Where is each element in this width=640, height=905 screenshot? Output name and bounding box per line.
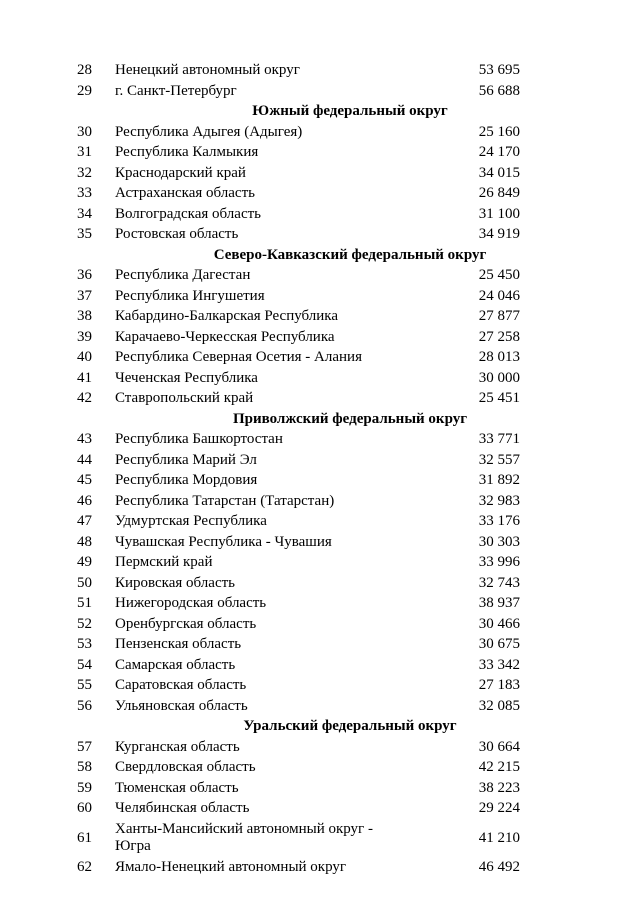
district-header: Приволжский федеральный округ — [232, 410, 468, 427]
region-value: 42 215 — [478, 759, 520, 775]
region-name: Тюменская область — [115, 779, 239, 796]
region-value: 30 303 — [478, 533, 520, 550]
region-name: Свердловская область — [115, 759, 256, 775]
region-value: 30 675 — [478, 636, 520, 652]
table-row — [0, 450, 640, 471]
region-value: 33 771 — [478, 431, 520, 447]
table-row — [0, 655, 640, 676]
table-row — [0, 122, 640, 143]
row-number: 41 — [77, 369, 92, 386]
region-value: 25 451 — [478, 390, 520, 406]
row-number: 35 — [77, 226, 92, 242]
row-number: 56 — [77, 697, 92, 714]
table-row — [0, 552, 640, 573]
row-number: 31 — [77, 144, 92, 160]
region-name: Ханты-Мансийский автономный округ - Югра — [115, 820, 373, 854]
region-value: 38 223 — [478, 779, 520, 796]
region-name: Пензенская область — [115, 636, 242, 652]
table-row — [0, 857, 640, 878]
region-name: Пермский край — [115, 554, 213, 570]
region-value: 30 000 — [478, 369, 520, 386]
table-row — [0, 798, 640, 819]
row-number: 50 — [77, 574, 92, 591]
region-value: 38 937 — [478, 595, 520, 611]
table-row — [0, 388, 640, 409]
row-number: 59 — [77, 779, 92, 796]
region-value: 34 015 — [478, 164, 520, 181]
row-number: 42 — [77, 390, 92, 406]
region-name: Курганская область — [115, 738, 240, 755]
table-row — [0, 696, 640, 717]
table-row — [0, 737, 640, 758]
table-row — [0, 778, 640, 799]
region-value: 27 877 — [478, 308, 520, 324]
region-name: Республика Башкортостан — [115, 431, 283, 447]
region-value: 32 983 — [478, 492, 520, 509]
region-name: Чувашская Республика - Чувашия — [115, 533, 332, 550]
region-value: 34 919 — [478, 226, 520, 242]
row-number: 52 — [77, 615, 92, 632]
region-name: Республика Ингушетия — [115, 287, 265, 304]
region-name: Кабардино-Балкарская Республика — [115, 308, 339, 324]
row-number: 47 — [77, 513, 92, 529]
region-value: 30 466 — [478, 615, 520, 632]
region-name: Саратовская область — [115, 677, 247, 693]
region-name: Нижегородская область — [115, 595, 267, 611]
region-value: 24 170 — [478, 144, 520, 160]
region-value: 29 224 — [478, 800, 520, 816]
region-name: Оренбургская область — [115, 615, 257, 632]
region-name: Чеченская Республика — [115, 369, 258, 386]
row-number: 37 — [77, 287, 92, 304]
table-row — [0, 142, 640, 163]
region-name: Республика Адыгея (Адыгея) — [115, 123, 303, 140]
row-number: 58 — [77, 759, 92, 775]
region-name: Астраханская область — [115, 185, 255, 201]
table-row — [0, 819, 640, 857]
region-name: Удмуртская Республика — [115, 513, 267, 529]
table-row — [0, 60, 640, 81]
region-name: Республика Мордовия — [115, 472, 258, 488]
row-number: 38 — [77, 308, 92, 324]
row-number: 57 — [77, 738, 92, 755]
table-row — [0, 593, 640, 614]
table-row — [0, 511, 640, 532]
table-row — [0, 347, 640, 368]
region-value: 56 688 — [478, 82, 520, 99]
row-number: 36 — [77, 267, 92, 283]
region-name: Ростовская область — [115, 226, 239, 242]
row-number: 62 — [77, 858, 92, 875]
district-header: Уральский федеральный округ — [243, 718, 457, 734]
region-name: Волгоградская область — [115, 205, 261, 222]
table-row — [0, 470, 640, 491]
region-name: Ульяновская область — [115, 697, 248, 714]
row-number: 46 — [77, 492, 92, 509]
table-row — [0, 163, 640, 184]
region-name: Кировская область — [115, 574, 236, 591]
region-name: Краснодарский край — [115, 164, 246, 181]
table-row — [0, 573, 640, 594]
row-number: 61 — [77, 829, 92, 846]
table-row — [0, 224, 640, 245]
row-number: 49 — [77, 554, 92, 570]
region-name: Самарская область — [115, 656, 236, 673]
region-value: 25 160 — [478, 123, 520, 140]
district-header: Южный федеральный округ — [252, 103, 448, 119]
table-row — [0, 306, 640, 327]
regions-table — [0, 60, 640, 877]
region-value: 26 849 — [478, 185, 520, 201]
region-name: Республика Марий Эл — [115, 451, 257, 468]
region-value: 53 695 — [478, 62, 520, 78]
region-name: Республика Калмыкия — [115, 144, 259, 160]
table-row — [0, 183, 640, 204]
table-row — [0, 204, 640, 225]
row-number: 32 — [77, 164, 92, 181]
region-value: 25 450 — [478, 267, 520, 283]
region-name: г. Санкт-Петербург — [115, 82, 237, 99]
region-value: 41 210 — [478, 829, 520, 846]
region-value: 27 183 — [478, 677, 520, 693]
region-value: 32 557 — [478, 451, 520, 468]
table-row — [0, 757, 640, 778]
row-number: 55 — [77, 677, 92, 693]
region-name: Ставропольский край — [115, 390, 254, 406]
row-number: 45 — [77, 472, 92, 488]
region-value: 32 743 — [478, 574, 520, 591]
table-row — [0, 81, 640, 102]
region-name: Республика Дагестан — [115, 267, 251, 283]
table-row — [0, 368, 640, 389]
region-value: 46 492 — [478, 858, 520, 875]
table-row — [0, 327, 640, 348]
region-value: 33 176 — [478, 513, 520, 529]
region-value: 28 013 — [478, 349, 520, 365]
table-row — [0, 675, 640, 696]
region-name: Ненецкий автономный округ — [115, 62, 300, 78]
region-value: 33 996 — [478, 554, 520, 570]
district-header: Северо-Кавказский федеральный округ — [213, 246, 487, 263]
table-row — [0, 429, 640, 450]
region-value: 32 085 — [478, 697, 520, 714]
region-value: 30 664 — [478, 738, 520, 755]
region-name: Челябинская область — [115, 800, 250, 816]
table-row — [0, 532, 640, 553]
row-number: 29 — [77, 82, 92, 99]
row-number: 48 — [77, 533, 92, 550]
row-number: 44 — [77, 451, 92, 468]
region-value: 33 342 — [478, 656, 520, 673]
region-name: Карачаево-Черкесская Республика — [115, 328, 335, 345]
row-number: 33 — [77, 185, 92, 201]
row-number: 40 — [77, 349, 92, 365]
region-value: 27 258 — [478, 328, 520, 345]
region-value: 31 892 — [478, 472, 520, 488]
table-row — [0, 491, 640, 512]
row-number: 43 — [77, 431, 92, 447]
region-name: Республика Северная Осетия - Алания — [115, 349, 362, 365]
row-number: 39 — [77, 328, 92, 345]
region-name: Республика Татарстан (Татарстан) — [115, 492, 335, 509]
table-row — [0, 614, 640, 635]
region-value: 31 100 — [478, 205, 520, 222]
table-row — [0, 634, 640, 655]
row-number: 51 — [77, 595, 92, 611]
row-number: 60 — [77, 800, 92, 816]
row-number: 30 — [77, 123, 92, 140]
table-row — [0, 286, 640, 307]
row-number: 53 — [77, 636, 92, 652]
table-row — [0, 265, 640, 286]
row-number: 28 — [77, 62, 92, 78]
row-number: 54 — [77, 656, 92, 673]
region-value: 24 046 — [478, 287, 520, 304]
row-number: 34 — [77, 205, 92, 222]
region-name: Ямало-Ненецкий автономный округ — [115, 858, 347, 875]
